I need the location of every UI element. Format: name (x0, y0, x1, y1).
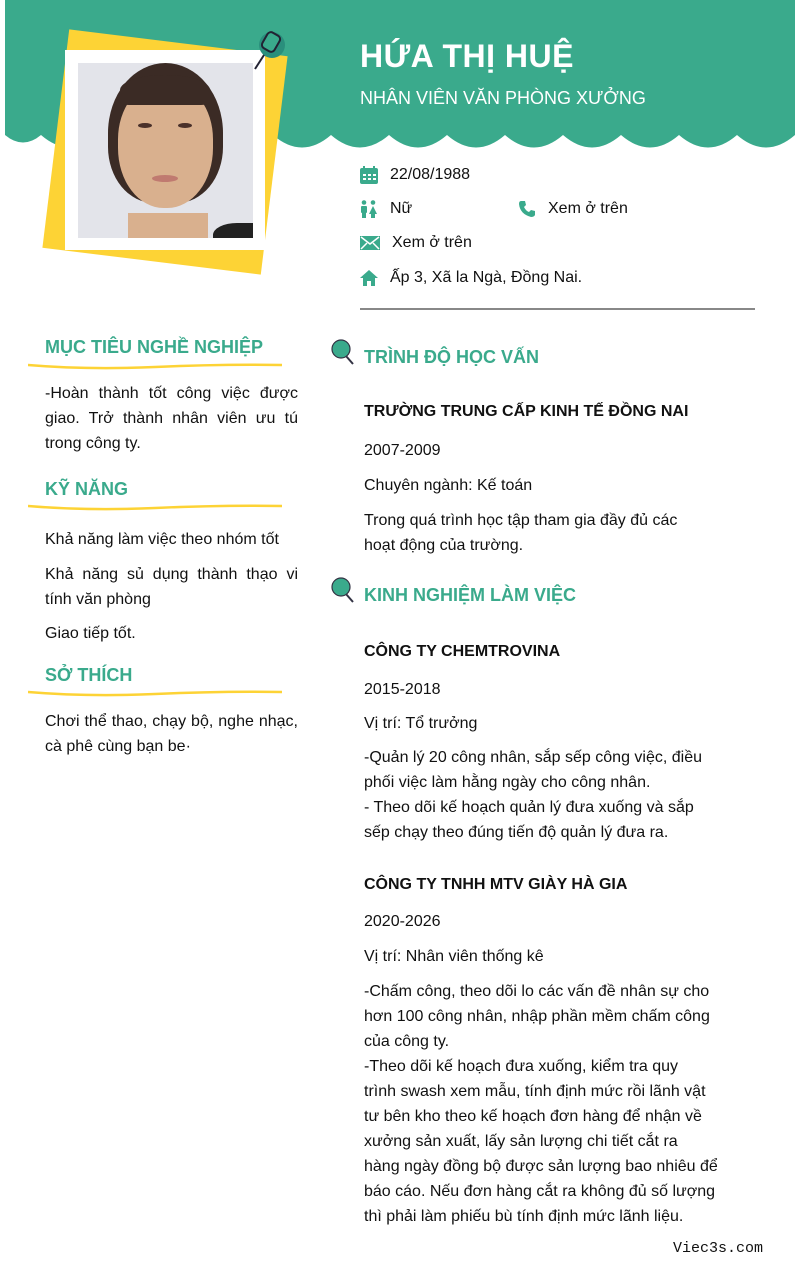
job-years: 2015-2018 (364, 681, 441, 698)
profile-photo (78, 63, 253, 238)
company-name: CÔNG TY CHEMTROVINA (364, 643, 561, 660)
skill-item: Giao tiếp tốt. (45, 625, 136, 642)
heading-underline (28, 689, 282, 699)
pushpin-icon (330, 339, 354, 365)
skill-item: Khả năng sủ dụng thành thạo vi tính văn phòng (45, 566, 298, 608)
candidate-name: HỨA THỊ HUỆ (360, 38, 574, 74)
gender: Nữ (390, 200, 413, 217)
hobbies-text: Chơi thể thao, chạy bộ, nghe nhạc, cà phê cùng bạn be· (45, 713, 298, 755)
email: Xem ở trên (392, 234, 472, 251)
watermark: Viec3s.com (673, 1240, 764, 1257)
phone-row (518, 200, 628, 218)
birthday: 22/08/1988 (390, 166, 471, 183)
pushpin-icon (250, 25, 290, 73)
objective-heading: MỤC TIÊU NGHỀ NGHIỆP (45, 337, 264, 357)
school-name: TRƯỜNG TRUNG CẤP KINH TẾ ĐỒNG NAI (364, 403, 689, 420)
job-position: Vị trí: Nhân viên thống kê (364, 948, 544, 965)
gender-icon (360, 200, 378, 218)
home-icon (360, 269, 378, 287)
heading-underline (28, 362, 282, 372)
phone-icon (518, 200, 536, 218)
experience-heading: KINH NGHIỆM LÀM VIỆC (364, 585, 577, 605)
skill-item: Khả năng làm việc theo nhóm tốt (45, 531, 279, 548)
skills-heading: KỸ NĂNG (45, 479, 129, 499)
pushpin-icon (330, 577, 354, 603)
job-description: -Chấm công, theo dõi lo các vấn đề nhân sự cho hơn 100 công nhân, nhập phần mềm chấm công của công ty. -Theo dõi kế hoạch đưa xuống, kiểm tra quy trình swash xem mẫu, tính định mức rồi lãnh vật tư bên kho theo kế hoạch đơn hàng để nhận về xưởng sản xuất, lấy sản lượng chi tiết cắt ra hàng ngày đồng bộ được sản lượng bao nhiêu để báo cáo. Nếu đơn hàng cắt ra không đủ số lượng thì phải làm phiếu bù tính định mức lãnh liệu. (364, 983, 718, 1225)
education-heading: TRÌNH ĐỘ HỌC VẤN (364, 347, 539, 367)
email-row (360, 234, 472, 252)
phone: Xem ở trên (548, 200, 628, 217)
job-years: 2020-2026 (364, 913, 441, 930)
address: Ấp 3, Xã la Ngà, Đồng Nai. (390, 269, 583, 286)
job-title: NHÂN VIÊN VĂN PHÒNG XƯỞNG (360, 88, 646, 108)
education-description: Trong quá trình học tập tham gia đầy đủ các hoạt động của trường. (364, 512, 678, 554)
education-major: Chuyên ngành: Kế toán (364, 477, 533, 494)
envelope-icon (360, 234, 380, 252)
job-position: Vị trí: Tổ trưởng (364, 715, 478, 732)
divider (360, 308, 755, 310)
gender-row (360, 200, 412, 218)
company-name: CÔNG TY TNHH MTV GIÀY HÀ GIA (364, 876, 628, 893)
birthday-row (360, 166, 470, 184)
education-years: 2007-2009 (364, 442, 441, 459)
calendar-icon (360, 166, 378, 184)
address-row (360, 269, 582, 287)
hobbies-heading: SỞ THÍCH (45, 665, 133, 685)
heading-underline (28, 503, 282, 513)
job-description: -Quản lý 20 công nhân, sắp sếp công việc, điều phối việc làm hằng ngày cho công nhân. - Theo dõi kế hoạch quản lý đưa xuống và sắp sếp chạy theo đúng tiến độ quản lý đưa ra. (364, 749, 702, 841)
objective-text: -Hoàn thành tốt công việc được giao. Trở thành nhân viên ưu tú trong công ty. (45, 385, 298, 452)
